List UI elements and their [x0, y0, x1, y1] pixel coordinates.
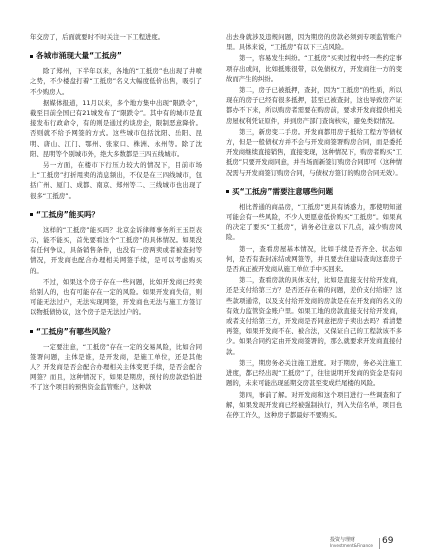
paragraph: 除了郑州，下半年以来，各地的“工抵房”也出现了井喷之势，不少楼盘打着“工抵房”名义大幅度低价出售，吸引了不少购房人。 [30, 67, 202, 96]
heading-bullet-icon [30, 213, 33, 216]
heading-bullet-icon [226, 190, 229, 193]
section-heading-text: “工抵房”能买吗？ [36, 209, 100, 219]
section-heading [30, 326, 202, 337]
paragraph: 据媒体报道，11月以来，多个地方集中出现“限跌令”，截至目前全国已有21城发布了“限跌令”。其中有的城市是直接发布行政命令，有的则是通过约谈房企，限制恶意降价。否则就不给予网签的方式。这些城市包括沈阳、岳阳、昆明、唐山、江门、鄂州、张家口、株洲、永州等。除了沈阳、昆明等个别城市外，绝大多数都是三四五线城市。 [30, 98, 202, 158]
paragraph: 这样的“工抵房”能买吗？北京金诉律师事务所王玉臣表示，能不能买，首先要看这个“工抵房”的具体情况。如果没有任何争议，具备销售条件，也没有一房两卖或者被查封等情况，开发商也配合办理相关网签手续，是可以考虑购买的。 [30, 225, 202, 275]
section-heading-text: “工抵房”有哪些风险？ [36, 326, 115, 336]
section-heading [226, 186, 402, 197]
paragraph: 相比普通的商品房，“工抵房”更具有诱惑力，那使明知道可能会有一些风险，不少人更愿意低价购买“工抵房”。如果真的决定了要买“工抵房”，请务必注意以下几点，减少购房风险。 [226, 202, 402, 242]
section-heading [30, 209, 202, 220]
paragraph: 年交房了，后面就要时不时关注一下工程进度。 [30, 33, 165, 41]
paragraph: 第三，期房务必关注施工进度。对于期房，务必关注施工进度，都已经出现“工抵房”了，往往说明开发商的资金是有问题的，未来可能出现延期交房甚至变成烂尾楼的风险。 [226, 358, 402, 388]
paragraph: 不过，如果这个房子存在一些问题，比如开发商已经卖给别人的，也有可能存在一定的风险。如果开发商失信，则可能无法过户，无法实现网签，开发商也无法与施工方签订以物抵债协议，这个房子是无法过户的。 [30, 277, 202, 317]
section-heading-text: 各城市涌现大量“工抵房” [36, 51, 122, 61]
paragraph: 另一方面，在楼市下行压力较大的情况下，目前市场上“工抵房”打折甩卖的消息频出，不仅是在三四线城市，包括广州、厦门、成都、南京、郑州等二、三线城市也出现了很多“工抵房”。 [30, 161, 202, 200]
paragraph: 第四，事前了解。对开发商和这个项目进行一些调查和了解，如果发现开发商已经被强制执行，列入失信名单，项目也在停工许久，这种房子都最好不要购买。 [226, 390, 402, 419]
section-heading [30, 50, 202, 61]
paragraph: 第一，容易发生纠纷。“工抵房”买卖过程中经一些约定事项存出或问，比如抵账很带，以免债权方，开发商往一方的变故而产生的纠纷。 [226, 54, 402, 83]
magazine-brand-english: Investment&Finance [330, 543, 374, 548]
paragraph: 第一，查看房屋基本情况，比如手续是否齐全、状态如何，是否有查封冻结或网签等，并且要去住建局查询这套房子是否真正被开发商从施工单位手中买回来。 [226, 244, 402, 274]
section-heading-text: 买“工抵房”需要注意哪些问题 [232, 186, 334, 196]
right-column [226, 32, 402, 421]
footer-divider [379, 538, 380, 549]
page-footer [330, 537, 410, 551]
heading-bullet-icon [30, 55, 33, 58]
paragraph: 第二，房子已被抵押，查封，因为“工抵房”的性质，所以现在的房子已经有很多抵押，甚至已被查封，这也导致房产证都办不下来，所以购房者需要在购房前，要求开发商提供相关房屋权利凭证原件，并到房产部门查询核实，避免类似情况。 [226, 86, 402, 125]
paragraph: 第二，查看房款的具体支付，比如是直接支付给开发商，还是支付给第三方？是否还存在着的问题，差价支付给谁？这些款项通常，以及支付给开发商的房款是在在开发商的名义的有效力监管资金账户里。如果工地的房款直接支付给开发商，或者支付给第三方，开发商是否同意把房子卖出去吗？看清楚再签，如果开发商不在、被合法，又保证自己的工程款该不多少。如果合同约定由开发商签署的，那么就要求开发商直接付款。 [226, 276, 402, 356]
left-column [30, 32, 202, 394]
magazine-brand: 投资与理财 [330, 537, 356, 543]
paragraph: 出去身就涉及违规问题，因为期房的房款必须到专项监管账户里。具体来说，“工抵房”有以下三点风险。 [226, 33, 402, 52]
heading-bullet-icon [30, 330, 33, 333]
paragraph: 一定要注意，“工抵房”存在一定的交易风险，比如合同签署问题，主体是谁，是开发商，是施工单位，还是其他人？开发商是否会配合办理相关主体变更手续，是否会配合网签？而且，这种情况下，如果是期房，预付的房款恐怕进不了这个项目的预售资金监管账户，这种款 [30, 342, 202, 392]
paragraph: 第三，新房变二手房。开发商都用房子抵给工程方等债权方，但是一般债权方并不会与开发商签署购房合同，而是委托开发商继续直接销售，直接变现，这种情况下，购房者购买“工抵房”只要开发商同意，并当场面新签订购房合同即可（这种情况需与开发商签订购房合同，与债权方签订的购房合同无效）。 [226, 127, 402, 177]
page-number: 69 [382, 536, 394, 546]
